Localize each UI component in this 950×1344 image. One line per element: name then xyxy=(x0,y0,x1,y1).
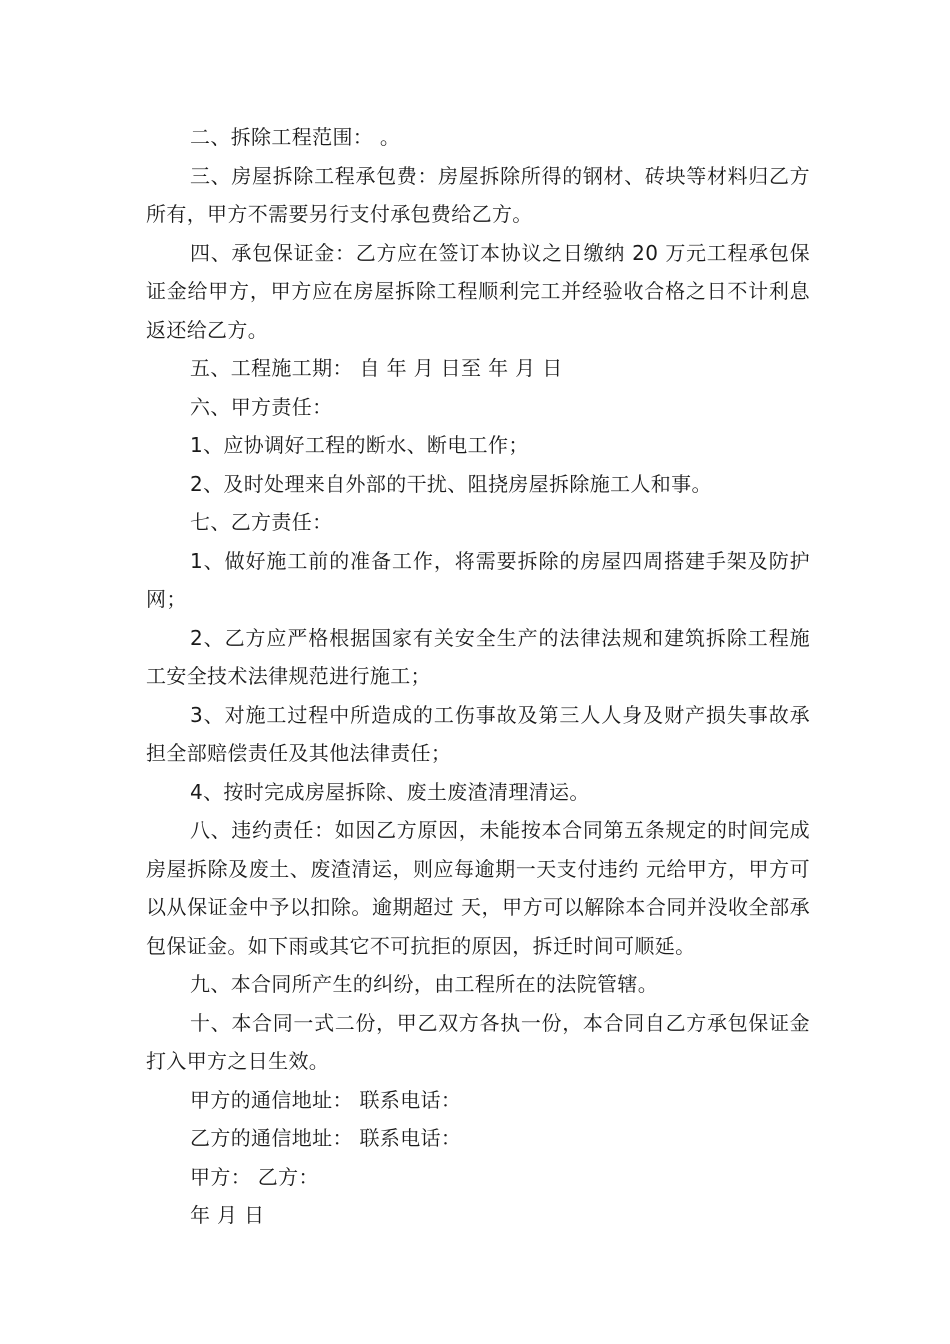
date-line: 年 月 日 xyxy=(190,1203,265,1227)
clause-breach-liability: 八、违约责任：如因乙方原因，未能按本合同第五条规定的时间完成房屋拆除及废土、废渣清运，则应每逾期一天支付违约 元给甲方，甲方可以从保证金中予以扣除。逾期超过 天，甲方可以解除本合同并没收全部承包保证金。如下雨或其它不可抗拒的原因，拆迁时间可顺延。 xyxy=(146,818,810,958)
party-b-contact-line: 乙方的通信地址： 联系电话： xyxy=(190,1126,462,1150)
party-a-duty-1: 1、应协调好工程的断水、断电工作； xyxy=(190,433,529,457)
clause-party-a-heading: 六、甲方责任： xyxy=(190,394,333,419)
clause-contract-fee: 三、房屋拆除工程承包费：房屋拆除所得的钢材、砖块等材料归乙方所有，甲方不需要另行支付承包费给乙方。 xyxy=(146,163,810,226)
party-b-duty-4: 4、按时完成房屋拆除、废土废渣清理清运。 xyxy=(190,779,590,804)
party-b-duty-3: 3、对施工过程中所造成的工伤事故及第三人人身及财产损失事故承担全部赔偿责任及其他法律责任； xyxy=(146,702,810,765)
contract-body xyxy=(146,118,810,1235)
signature-line: 甲方： 乙方： xyxy=(190,1164,319,1189)
party-b-duty-1: 1、做好施工前的准备工作，将需要拆除的房屋四周搭建手架及防护网； xyxy=(146,548,810,611)
clause-demolition-scope: 二、拆除工程范围： 。 xyxy=(190,125,401,149)
party-a-contact-line: 甲方的通信地址： 联系电话： xyxy=(190,1087,462,1112)
clause-copies-effectiveness: 十、本合同一式二份，甲乙双方各执一份，本合同自乙方承包保证金打入甲方之日生效。 xyxy=(146,1010,810,1073)
clause-jurisdiction: 九、本合同所产生的纠纷，由工程所在的法院管辖。 xyxy=(190,972,659,996)
clause-guarantee-deposit: 四、承包保证金：乙方应在签订本协议之日缴纳 20 万元工程承包保证金给甲方，甲方应在房屋拆除工程顺利完工并经验收合格之日不计利息返还给乙方。 xyxy=(146,240,810,342)
party-b-duty-2: 2、乙方应严格根据国家有关安全生产的法律法规和建筑拆除工程施工安全技术法律规范进行施工； xyxy=(146,625,810,688)
party-a-duty-2: 2、及时处理来自外部的干扰、阻挠房屋拆除施工人和事。 xyxy=(190,471,712,496)
clause-construction-period: 五、工程施工期： 自 年 月 日至 年 月 日 xyxy=(190,356,563,380)
clause-party-b-heading: 七、乙方责任： xyxy=(190,510,333,534)
